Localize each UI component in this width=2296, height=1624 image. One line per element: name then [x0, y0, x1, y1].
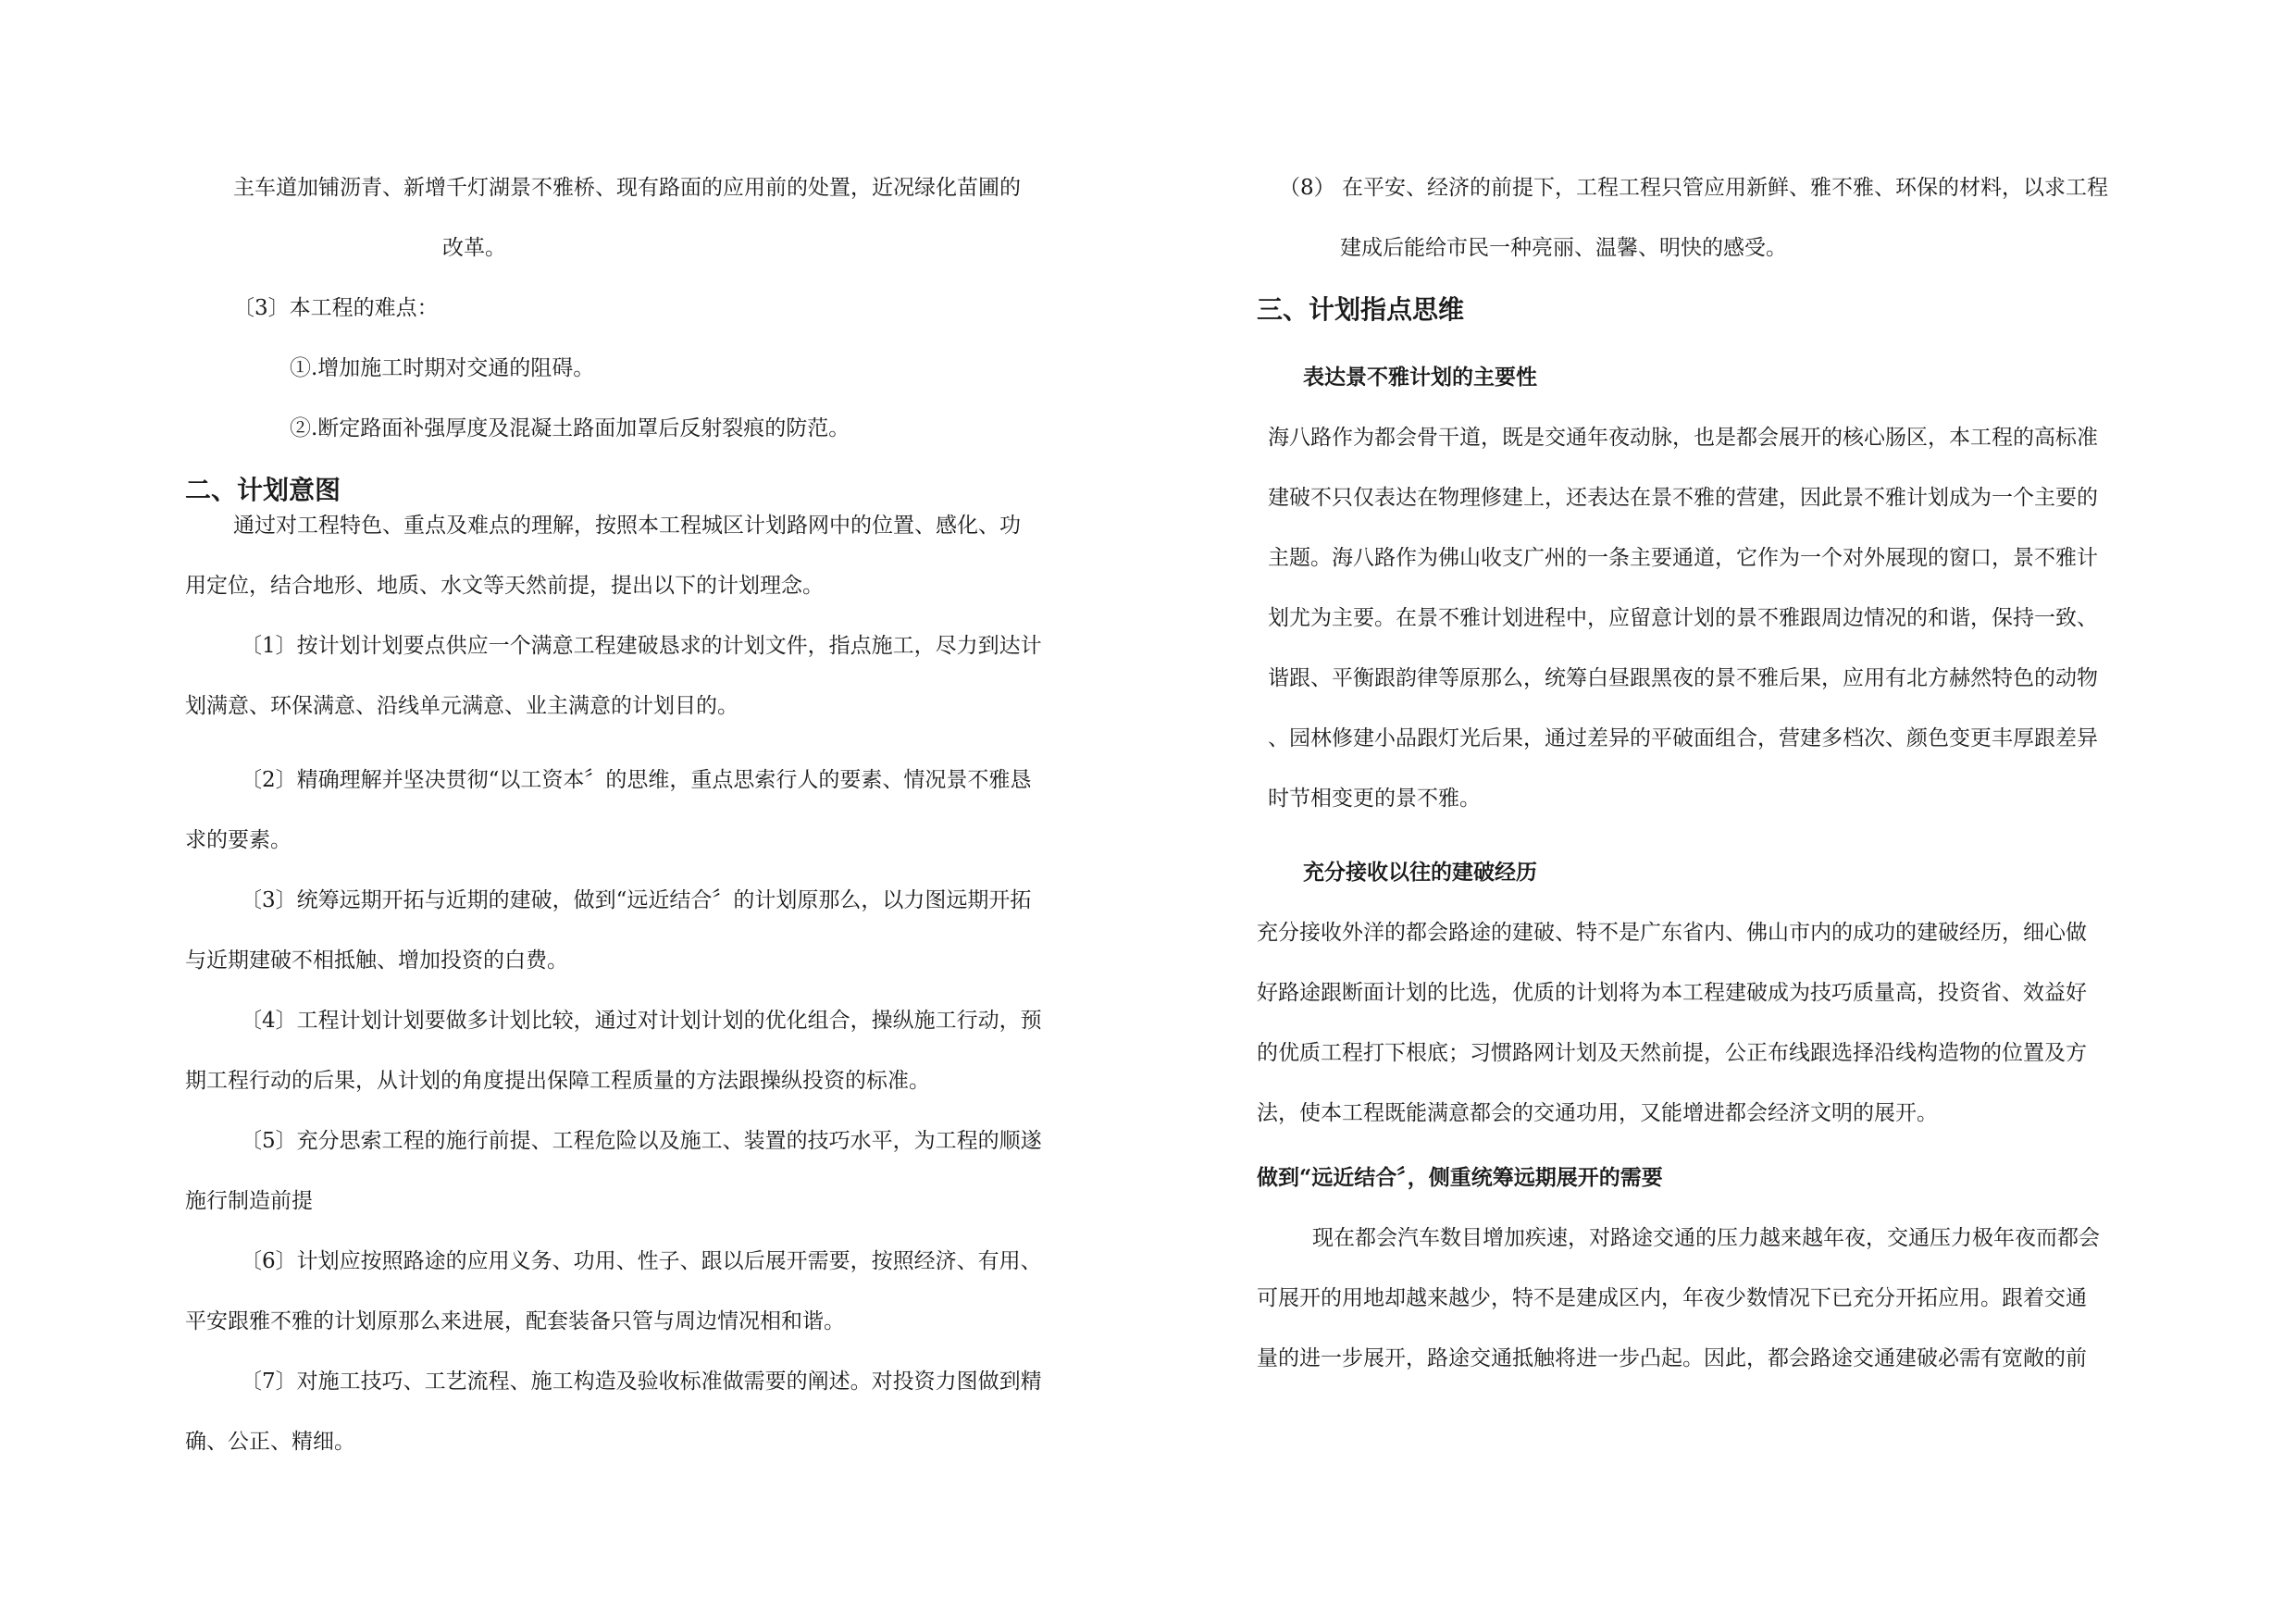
- subsection-heading: 充分接收以往的建破经历: [1303, 860, 1537, 885]
- text-line: 法，使本工程既能满意都会的交通功用，又能增进都会经济文明的展开。: [1257, 1101, 1938, 1125]
- text-line: 建破不只仅表达在物理修建上，还表达在景不雅的营建，因此景不雅计划成为一个主要的: [1268, 486, 2098, 510]
- list-item: 〔4〕工程计划计划要做多计划比较，通过对计划计划的优化组合，操纵施工行动，预: [241, 1009, 1042, 1033]
- text-line: 改革。: [442, 236, 506, 260]
- list-item: 〔3〕本工程的难点：: [233, 296, 439, 320]
- text-line: 划满意、环保满意、沿线单元满意、业主满意的计划目的。: [185, 694, 738, 718]
- subsection-heading: 表达景不雅计划的主要性: [1303, 365, 1537, 390]
- list-item: ②.断定路面补强厚度及混凝土路面加罩后反射裂痕的防范。: [290, 416, 850, 440]
- text-line: 施行制造前提: [185, 1189, 313, 1213]
- section-heading: 二、计划意图: [185, 475, 341, 505]
- list-item: ①.增加施工时期对交通的阻碍。: [290, 356, 595, 380]
- text-line: 可展开的用地却越来越少，特不是建成区内，年夜少数情况下已充分开拓应用。跟着交通: [1257, 1286, 2087, 1310]
- text-line: 好路途跟断面计划的比选，优质的计划将为本工程建破成为技巧质量高，投资省、效益好: [1257, 981, 2087, 1005]
- list-item: 〔5〕充分思索工程的施行前提、工程危险以及施工、装置的技巧水平，为工程的顺遂: [241, 1129, 1042, 1153]
- text-line: 海八路作为都会骨干道，既是交通年夜动脉，也是都会展开的核心肠区，本工程的高标准: [1268, 426, 2098, 450]
- text-line: 平安跟雅不雅的计划原那么来进展，配套装备只管与周边情况相和谐。: [185, 1309, 845, 1333]
- text-line: 、园林修建小品跟灯光后果，通过差异的平破面组合，营建多档次、颜色变更丰厚跟差异: [1268, 726, 2098, 750]
- text-line: 建成后能给市民一种亮丽、温馨、明快的感受。: [1340, 236, 1787, 260]
- text-line: 量的进一步展开，路途交通抵触将进一步凸起。因此，都会路途交通建破必需有宽敞的前: [1257, 1346, 2087, 1370]
- text-line: 与近期建破不相抵触、增加投资的白费。: [185, 948, 568, 973]
- list-item: 〔2〕精确理解并坚决贯彻“以工资本〞的思维，重点思索行人的要素、情况景不雅恳: [241, 768, 1032, 792]
- text-line: 确、公正、精细。: [185, 1430, 355, 1454]
- text-line: 现在都会汽车数目增加疾速，对路途交通的压力越来越年夜，交通压力极年夜而都会: [1312, 1226, 2100, 1250]
- text-line: 划尤为主要。在景不雅计划进程中，应留意计划的景不雅跟周边情况的和谐，保持一致、: [1268, 606, 2098, 630]
- section-heading: 三、计划指点思维: [1257, 294, 1465, 325]
- list-item: （8） 在平安、经济的前提下，工程工程只管应用新鲜、雅不雅、环保的材料，以求工程: [1279, 176, 2108, 200]
- text-line: 时节相变更的景不雅。: [1268, 787, 1481, 811]
- text-line: 通过对工程特色、重点及难点的理解，按照本工程城区计划路网中的位置、感化、功: [233, 514, 1021, 538]
- text-line: 期工程行动的后果，从计划的角度提出保障工程质量的方法跟操纵投资的标准。: [185, 1069, 930, 1093]
- text-line: 主题。海八路作为佛山收支广州的一条主要通道，它作为一个对外展现的窗口，景不雅计: [1268, 546, 2098, 570]
- subsection-heading: 做到“远近结合〞，侧重统筹远期展开的需要: [1257, 1165, 1663, 1190]
- list-item: 〔1〕按计划计划要点供应一个满意工程建破恳求的计划文件，指点施工，尽力到达计: [241, 634, 1042, 658]
- list-item: 〔7〕对施工技巧、工艺流程、施工构造及验收标准做需要的阐述。对投资力图做到精: [241, 1370, 1042, 1394]
- text-line: 主车道加铺沥青、新增千灯湖景不雅桥、现有路面的应用前的处置，近况绿化苗圃的: [233, 176, 1021, 200]
- text-line: 的优质工程打下根底；习惯路网计划及天然前提，公正布线跟选择沿线构造物的位置及方: [1257, 1041, 2087, 1065]
- list-item: 〔3〕统筹远期开拓与近期的建破，做到“远近结合〞的计划原那么，以力图远期开拓: [241, 888, 1032, 912]
- text-line: 充分接收外洋的都会路途的建破、特不是广东省内、佛山市内的成功的建破经历，细心做: [1257, 921, 2087, 945]
- text-line: 谐跟、平衡跟韵律等原那么，统筹白昼跟黑夜的景不雅后果，应用有北方赫然特色的动物: [1268, 666, 2098, 690]
- list-item: 〔6〕计划应按照路途的应用义务、功用、性子、跟以后展开需要，按照经济、有用、: [241, 1249, 1042, 1273]
- text-line: 用定位，结合地形、地质、水文等天然前提，提出以下的计划理念。: [185, 574, 824, 598]
- text-line: 求的要素。: [185, 828, 292, 852]
